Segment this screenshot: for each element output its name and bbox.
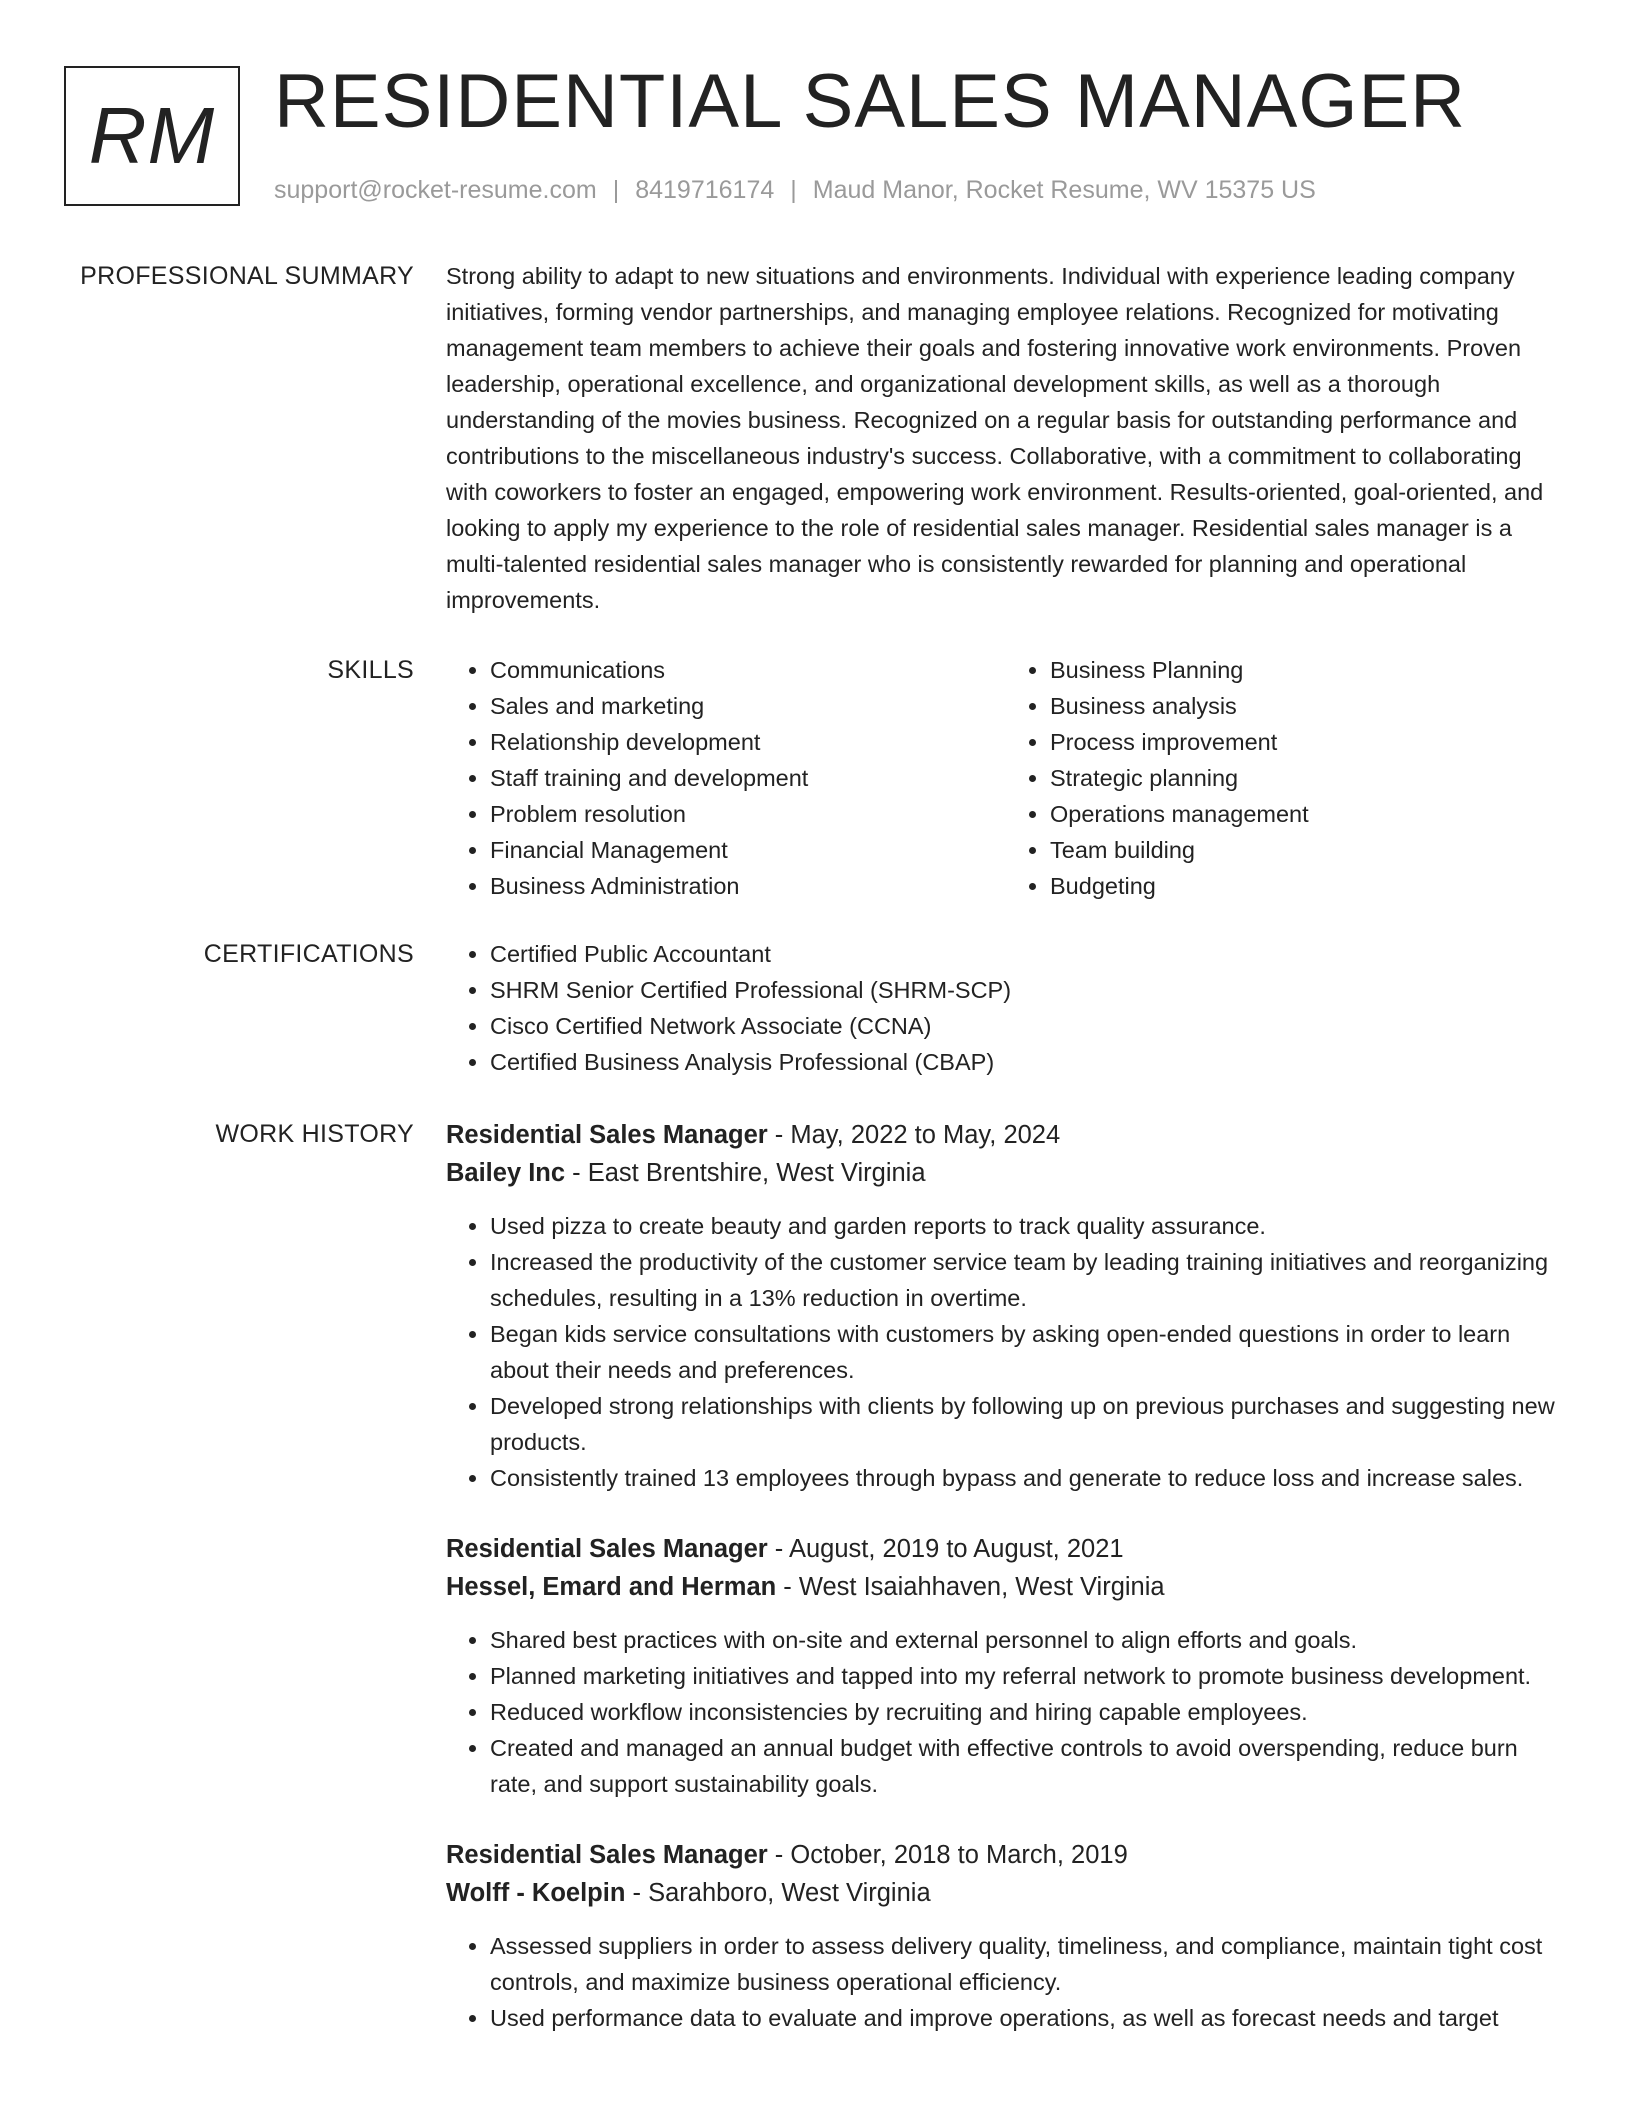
list-item: • Used pizza to create beauty and garden reports to track quality assurance. <box>490 1208 1566 1244</box>
list-item: • Sales and marketing <box>490 688 1006 724</box>
work-history-body <box>446 1116 1566 2070</box>
job-bullets <box>446 1928 1566 2036</box>
job-title: Residential Sales Manager <box>446 1121 768 1149</box>
list-item: • Cisco Certified Network Associate (CCNA) <box>490 1008 1566 1044</box>
list-item: • Business Administration <box>490 868 1006 904</box>
list-item: • Operations management <box>1050 796 1566 832</box>
job-dates: - May, 2022 to May, 2024 <box>767 1121 1061 1149</box>
section-label-summary: PROFESSIONAL SUMMARY <box>80 262 414 290</box>
job-entry <box>446 1116 1566 1496</box>
list-item: • Shared best practices with on-site and external personnel to align efforts and goals. <box>490 1622 1566 1658</box>
section-label-skills: SKILLS <box>327 656 414 684</box>
contact-separator: | <box>790 176 797 204</box>
job-bullets <box>446 1622 1566 1802</box>
job-entry <box>446 1530 1566 1802</box>
list-item: • Reduced workflow inconsistencies by recruiting and hiring capable employees. <box>490 1694 1566 1730</box>
job-location: - East Brentshire, West Virginia <box>565 1159 926 1187</box>
contact-email[interactable]: support@rocket-resume.com <box>274 176 597 204</box>
skills-list-right <box>1006 652 1566 904</box>
list-item: • Used performance data to evaluate and improve operations, as well as forecast needs and target <box>490 2000 1566 2036</box>
certifications-list <box>446 936 1566 1080</box>
list-item: • Business Planning <box>1050 652 1566 688</box>
list-item: • Strategic planning <box>1050 760 1566 796</box>
list-item: • Relationship development <box>490 724 1006 760</box>
job-title-line <box>446 1836 1566 1874</box>
job-company-line <box>446 1568 1566 1606</box>
list-item: • Increased the productivity of the customer service team by leading training initiatives and reorganizing schedules, resulting in a 13% reduction in overtime. <box>490 1244 1566 1316</box>
list-item: • Consistently trained 13 employees through bypass and generate to reduce loss and increase sales. <box>490 1460 1566 1496</box>
list-item: • Team building <box>1050 832 1566 868</box>
job-company: Bailey Inc <box>446 1159 566 1187</box>
list-item: • Process improvement <box>1050 724 1566 760</box>
list-item: • Staff training and development <box>490 760 1006 796</box>
list-item: • Problem resolution <box>490 796 1006 832</box>
summary-text: Strong ability to adapt to new situations and environments. Individual with experience leading company initiatives, forming vendor partnerships, and managing employee relations. Recognized for motivating management team members to achieve their goals and fostering innovative work environments. Proven leadership, operational excellence, and organizational development skills, as well as a thorough understanding of the movies business. Recognized on a regular basis for outstanding performance and contributions to the miscellaneous industry's success. Collaborative, with a commitment to collaborating with coworkers to foster an engaged, empowering work environment. Results-oriented, goal-oriented, and looking to apply my experience to the role of residential sales manager. Residential sales manager is a multi-talented residential sales manager who is consistently rewarded for planning and operational improvements. <box>446 263 1544 613</box>
list-item: • Planned marketing initiatives and tapped into my referral network to promote business development. <box>490 1658 1566 1694</box>
monogram-initials: RM <box>88 91 216 180</box>
job-dates: - October, 2018 to March, 2019 <box>767 1841 1128 1869</box>
skills-body <box>446 652 1566 904</box>
list-item: • Certified Business Analysis Professional (CBAP) <box>490 1044 1566 1080</box>
contact-separator: | <box>612 176 620 204</box>
certifications-body <box>446 936 1566 1080</box>
list-item: • Certified Public Accountant <box>490 936 1566 972</box>
contact-line <box>274 173 1316 207</box>
list-item: • Financial Management <box>490 832 1006 868</box>
job-title: Residential Sales Manager <box>446 1535 768 1563</box>
section-label-certifications: CERTIFICATIONS <box>203 940 414 968</box>
monogram-box <box>64 66 240 206</box>
job-title-line <box>446 1116 1566 1154</box>
job-entry <box>446 1836 1566 2036</box>
list-item: • Communications <box>490 652 1006 688</box>
list-item: • Assessed suppliers in order to assess delivery quality, timeliness, and compliance, maintain tight cost controls, and maximize business operational efficiency. <box>490 1928 1566 2000</box>
list-item: • Began kids service consultations with customers by asking open-ended questions in order to learn about their needs and preferences. <box>490 1316 1566 1388</box>
contact-phone[interactable]: 8419716174 <box>635 176 775 204</box>
list-item: • Created and managed an annual budget with effective controls to avoid overspending, reduce burn rate, and support sustainability goals. <box>490 1730 1566 1802</box>
job-title-line <box>446 1530 1566 1568</box>
job-location: - Sarahboro, West Virginia <box>625 1879 931 1907</box>
job-bullets <box>446 1208 1566 1496</box>
resume-title: RESIDENTIAL SALES MANAGER <box>274 59 1467 144</box>
section-label-work-history: WORK HISTORY <box>215 1120 414 1148</box>
list-item: • Business analysis <box>1050 688 1566 724</box>
job-company-line <box>446 1154 1566 1192</box>
skills-list-left <box>446 652 1006 904</box>
summary-body <box>446 258 1566 618</box>
job-company: Hessel, Emard and Herman <box>446 1573 777 1601</box>
list-item: • SHRM Senior Certified Professional (SHRM-SCP) <box>490 972 1566 1008</box>
list-item: • Developed strong relationships with clients by following up on previous purchases and suggesting new products. <box>490 1388 1566 1460</box>
list-item: • Budgeting <box>1050 868 1566 904</box>
job-title: Residential Sales Manager <box>446 1841 768 1869</box>
job-company-line <box>446 1874 1566 1912</box>
contact-address: Maud Manor, Rocket Resume, WV 15375 US <box>812 176 1316 204</box>
job-dates: - August, 2019 to August, 2021 <box>767 1535 1124 1563</box>
job-company: Wolff - Koelpin <box>446 1879 626 1907</box>
job-location: - West Isaiahhaven, West Virginia <box>776 1573 1165 1601</box>
